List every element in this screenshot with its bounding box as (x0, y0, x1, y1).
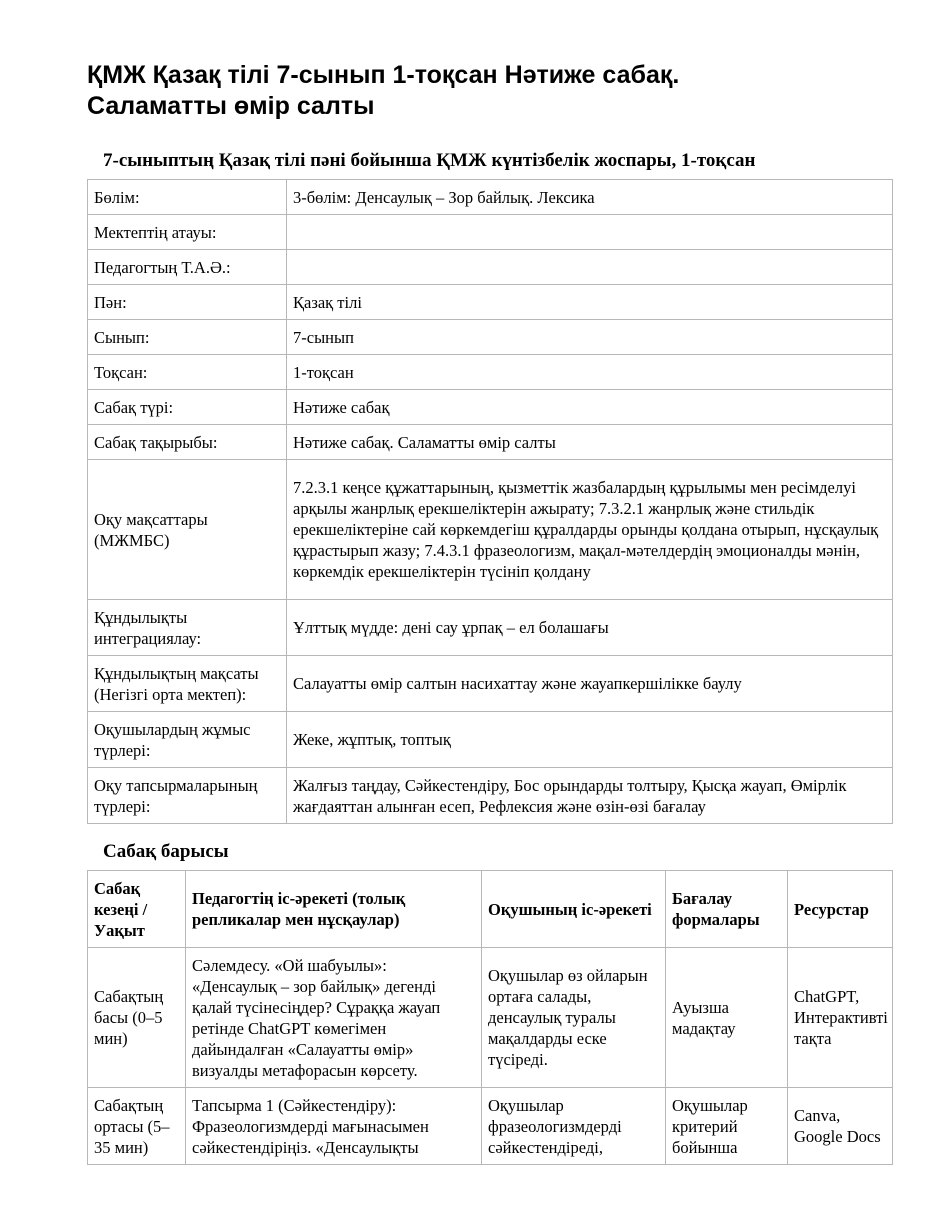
document-title (87, 60, 867, 122)
info-label: Оқушылардың жұмыс түрлері: (88, 712, 287, 768)
resources: Canva, Google Docs (788, 1088, 893, 1165)
lesson-stage: Сабақтың басы (0–5 мин) (88, 948, 186, 1088)
assessment: Оқушылар критерий бойынша (666, 1088, 788, 1165)
info-value: Нәтиже сабақ (287, 390, 893, 425)
header-student-activity: Оқушының іс-әрекеті (482, 871, 666, 948)
info-value: Қазақ тілі (287, 285, 893, 320)
lesson-stage: Сабақтың ортасы (5–35 мин) (88, 1088, 186, 1165)
header-stage: Сабақ кезеңі / Уақыт (88, 871, 186, 948)
info-value: Жалғыз таңдау, Сәйкестендіру, Бос орындарды толтыру, Қысқа жауап, Өмірлік жағдаяттан алынған есеп, Рефлексия және өзін-өзі бағалау (287, 768, 893, 824)
header-teacher-activity: Педагогтің іс-әрекеті (толық репликалар мен нұсқаулар) (186, 871, 482, 948)
info-value: 7-сынып (287, 320, 893, 355)
lesson-row-start (88, 948, 893, 1088)
info-label: Құндылықты интеграциялау: (88, 600, 287, 656)
info-value: Нәтиже сабақ. Саламатты өмір салты (287, 425, 893, 460)
info-label: Сынып: (88, 320, 287, 355)
assessment: Ауызша мадақтау (666, 948, 788, 1088)
info-row-grade (88, 320, 893, 355)
teacher-activity: Сәлемдесу. «Ой шабуылы»: «Денсаулық – зор байлық» дегенді қалай түсінесіңдер? Сұраққа жауап ретінде ChatGPT көмегімен дайындалған «Салауатты өмір» визуалды метафорасын көрсету. (186, 948, 482, 1088)
info-value: Салауатты өмір салтын насихаттау және жауапкершілікке баулу (287, 656, 893, 712)
info-row-task-types (88, 768, 893, 824)
lesson-flow-table (87, 870, 893, 1165)
info-label: Оқу мақсаттары (МЖМБС) (88, 460, 287, 600)
lesson-heading: Сабақ барысы (103, 841, 229, 862)
info-value (287, 250, 893, 285)
info-label: Бөлім: (88, 180, 287, 215)
header-resources: Ресурстар (788, 871, 893, 948)
info-row-value-integration (88, 600, 893, 656)
info-value (287, 215, 893, 250)
student-activity: Оқушылар өз ойларын ортаға салады, денсаулық туралы мақалдарды еске түсіреді. (482, 948, 666, 1088)
lesson-row-middle (88, 1088, 893, 1165)
info-row-teacher (88, 250, 893, 285)
info-value: Жеке, жұптық, топтық (287, 712, 893, 768)
info-label: Сабақ тақырыбы: (88, 425, 287, 460)
student-activity: Оқушылар фразеологизмдерді сәйкестендіреді, (482, 1088, 666, 1165)
plan-heading: 7-сыныптың Қазақ тілі пәні бойынша ҚМЖ күнтізбелік жоспары, 1-тоқсан (103, 150, 756, 171)
document-title-line-1: ҚМЖ Қазақ тілі 7-сынып 1-тоқсан Нәтиже сабақ. (87, 61, 680, 89)
document-title-line-2: Саламатты өмір салты (87, 92, 375, 120)
info-label: Пән: (88, 285, 287, 320)
lesson-info-table (87, 179, 893, 824)
info-row-lesson-type (88, 390, 893, 425)
lesson-header-row (88, 871, 893, 948)
info-row-value-goal (88, 656, 893, 712)
resources: ChatGPT, Интерактивті тақта (788, 948, 893, 1088)
info-row-learning-objectives (88, 460, 893, 600)
info-row-subject (88, 285, 893, 320)
info-row-lesson-topic (88, 425, 893, 460)
info-label: Тоқсан: (88, 355, 287, 390)
info-row-school (88, 215, 893, 250)
info-value: 7.2.3.1 кеңсе құжаттарының, қызметтік жазбалардың құрылымы мен ресімделуі арқылы жанрлық ерекшеліктерін ажырату; 7.3.2.1 жанрлық және стильдік ерекшеліктеріне сай көркемдегіш құралдарды орынды қолдана отырып, нұсқаулық құрастырып жазу; 7.4.3.1 фразеологизм, мақал-мәтелдердің эмоционалды мәнін, көркемдік ерекшеліктерін түсініп қолдану (287, 460, 893, 600)
info-label: Оқу тапсырмаларының түрлері: (88, 768, 287, 824)
info-label: Мектептің атауы: (88, 215, 287, 250)
info-label: Педагогтың Т.А.Ә.: (88, 250, 287, 285)
info-row-work-forms (88, 712, 893, 768)
header-assessment: Бағалау формалары (666, 871, 788, 948)
info-row-quarter (88, 355, 893, 390)
info-row-section (88, 180, 893, 215)
info-label: Құндылықтың мақсаты (Негізгі орта мектеп): (88, 656, 287, 712)
teacher-activity: Тапсырма 1 (Сәйкестендіру): Фразеологизмдерді мағынасымен сәйкестендіріңіз. «Денсаулықты (186, 1088, 482, 1165)
info-value: Ұлттық мүдде: дені сау ұрпақ – ел болашағы (287, 600, 893, 656)
info-value: 3-бөлім: Денсаулық – Зор байлық. Лексика (287, 180, 893, 215)
info-label: Сабақ түрі: (88, 390, 287, 425)
info-value: 1-тоқсан (287, 355, 893, 390)
